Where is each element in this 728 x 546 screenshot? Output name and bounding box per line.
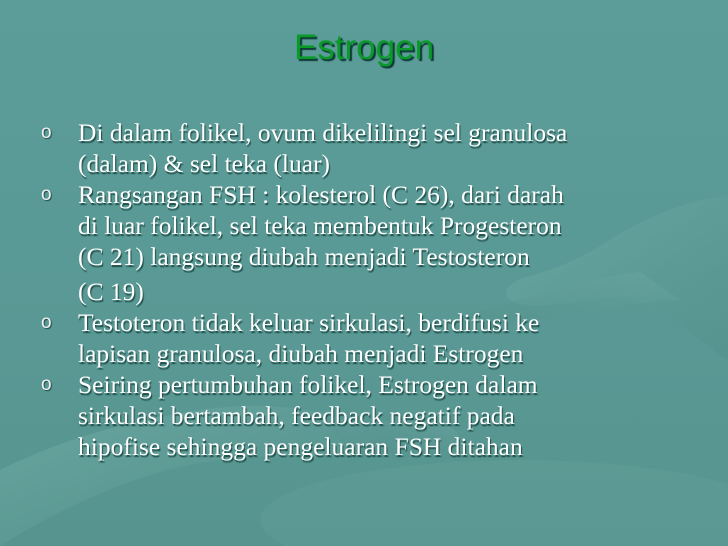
bullet-item [38,307,678,369]
bullet-item [38,117,678,179]
bullet-text-line: (dalam) & sel teka (luar) [78,149,331,178]
bullet-text-line: (C 21) langsung diubah menjadi Testosteron [78,242,530,271]
bullet-item [38,369,678,462]
bullet-text-line: Di dalam folikel, ovum dikelilingi sel granulosa [78,118,568,147]
bullet-list [38,117,678,462]
bullet-marker-icon: o [41,374,52,395]
bottom-glow [260,460,728,546]
bullet-text-line: (C 19) [78,277,144,306]
bullet-text-line: Rangsangan FSH : kolesterol (C 26), dari darah [78,180,564,209]
bullet-marker-icon: o [41,184,52,205]
bullet-text-line: di luar folikel, sel teka membentuk Progesteron [78,211,562,240]
bullet-text-line: Seiring pertumbuhan folikel, Estrogen dalam [78,370,538,399]
bullet-marker-icon: o [41,122,52,143]
bullet-text-line: sirkulasi bertambah, feedback negatif pada [78,401,515,430]
bullet-item [38,179,678,307]
bullet-text-line: lapisan granulosa, diubah menjadi Estrogen [78,339,524,368]
bullet-text-line: Testoteron tidak keluar sirkulasi, berdifusi ke [78,308,540,337]
slide-title: Estrogen [293,28,435,67]
bullet-marker-icon: o [41,312,52,333]
bullet-text-line: hipofise sehingga pengeluaran FSH ditahan [78,432,523,461]
